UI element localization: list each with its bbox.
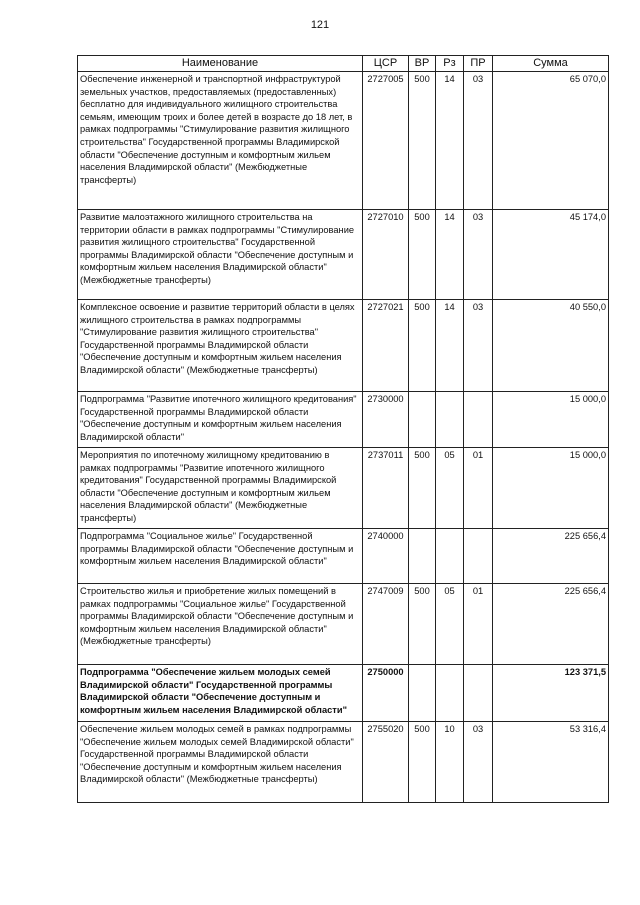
cell-vr: 500 [409,584,436,665]
cell-name: Мероприятия по ипотечному жилищному кредитованию в рамках подпрограммы "Развитие ипотечного жилищного кредитования" Государственной программы Владимирской области "Обеспечение доступным и комфортным жильем населения Владимирской области" (Межбюджетные трансферты) [78,448,363,529]
cell-rz [436,392,464,448]
cell-name: Развитие малоэтажного жилищного строительства на территории области в рамках подпрограммы "Стимулирование развития жилищного строительства" Государственной программы Владимирской области "Обеспечение доступным и комфортным жильем населения Владимирской области" (Межбюджетные трансферты) [78,210,363,300]
cell-vr [409,529,436,584]
cell-pr [464,529,493,584]
table-row [78,722,609,803]
header-rz: Рз [436,56,464,72]
budget-table [77,55,609,803]
cell-vr: 500 [409,722,436,803]
cell-pr [464,392,493,448]
cell-name: Комплексное освоение и развитие территорий области в целях жилищного строительства в рамках подпрограммы "Стимулирование развития жилищного строительства" Государственной программы Владимирской области "Обеспечение доступным и комфортным жильем населения Владимирской области" (Межбюджетные трансферты) [78,300,363,392]
header-csr: ЦСР [363,56,409,72]
header-vr: ВР [409,56,436,72]
cell-sum: 40 550,0 [493,300,609,392]
cell-vr: 500 [409,300,436,392]
cell-rz: 05 [436,448,464,529]
cell-vr: 500 [409,72,436,210]
cell-rz: 14 [436,300,464,392]
cell-csr: 2747009 [363,584,409,665]
table-row [78,448,609,529]
cell-pr: 01 [464,584,493,665]
table-row [78,392,609,448]
cell-vr: 500 [409,448,436,529]
header-name: Наименование [78,56,363,72]
cell-sum: 65 070,0 [493,72,609,210]
cell-rz [436,665,464,722]
table-row [78,210,609,300]
cell-pr [464,665,493,722]
cell-csr: 2737011 [363,448,409,529]
cell-sum: 225 656,4 [493,584,609,665]
cell-csr: 2730000 [363,392,409,448]
cell-csr: 2727005 [363,72,409,210]
cell-sum: 15 000,0 [493,448,609,529]
cell-rz: 10 [436,722,464,803]
table-header-row [78,56,609,72]
cell-csr: 2755020 [363,722,409,803]
cell-vr [409,392,436,448]
cell-pr: 03 [464,72,493,210]
cell-vr: 500 [409,210,436,300]
cell-rz: 14 [436,210,464,300]
header-pr: ПР [464,56,493,72]
cell-name: Обеспечение жильем молодых семей в рамках подпрограммы "Обеспечение жильем молодых семей Владимирской области" Государственной программы Владимирской области "Обеспечение доступным и комфортным жильем населения Владимирской области" (Межбюджетные трансферты) [78,722,363,803]
cell-name: Подпрограмма "Социальное жилье" Государственной программы Владимирской области "Обеспечение доступным и комфортным жильем населения Владимирской области" [78,529,363,584]
cell-sum: 53 316,4 [493,722,609,803]
cell-pr: 03 [464,300,493,392]
cell-sum: 15 000,0 [493,392,609,448]
cell-csr: 2727010 [363,210,409,300]
page-number: 121 [310,19,330,31]
cell-csr: 2727021 [363,300,409,392]
table-row [78,300,609,392]
table-row [78,529,609,584]
cell-csr: 2740000 [363,529,409,584]
cell-pr: 03 [464,210,493,300]
cell-rz: 14 [436,72,464,210]
cell-sum: 225 656,4 [493,529,609,584]
table-row [78,72,609,210]
cell-rz [436,529,464,584]
cell-name: Строительство жилья и приобретение жилых помещений в рамках подпрограммы "Социальное жилье" Государственной программы Владимирской области "Обеспечение доступным и комфортным жильем населения Владимирской области" (Межбюджетные трансферты) [78,584,363,665]
cell-name: Обеспечение инженерной и транспортной инфраструктурой земельных участков, предоставляемых (предоставленных) бесплатно для индивидуального жилищного строительства семьям, имеющим троих и более детей в возрасте до 18 лет, в рамках подпрограммы "Стимулирование развития жилищного строительства" Государственной программы Владимирской области "Обеспечение доступным и комфортным жильем населения Владимирской области" (Межбюджетные трансферты) [78,72,363,210]
cell-sum: 45 174,0 [493,210,609,300]
cell-rz: 05 [436,584,464,665]
cell-name: Подпрограмма "Развитие ипотечного жилищного кредитования" Государственной программы Владимирской области "Обеспечение доступным и комфортным жильем населения Владимирской области" [78,392,363,448]
table-row [78,584,609,665]
cell-vr [409,665,436,722]
table-row [78,665,609,722]
cell-sum: 123 371,5 [493,665,609,722]
cell-pr: 03 [464,722,493,803]
cell-pr: 01 [464,448,493,529]
header-sum: Сумма [493,56,609,72]
cell-csr: 2750000 [363,665,409,722]
cell-name: Подпрограмма "Обеспечение жильем молодых семей Владимирской области" Государственной программы Владимирской области "Обеспечение доступным и комфортным жильем населения Владимирской области" [78,665,363,722]
